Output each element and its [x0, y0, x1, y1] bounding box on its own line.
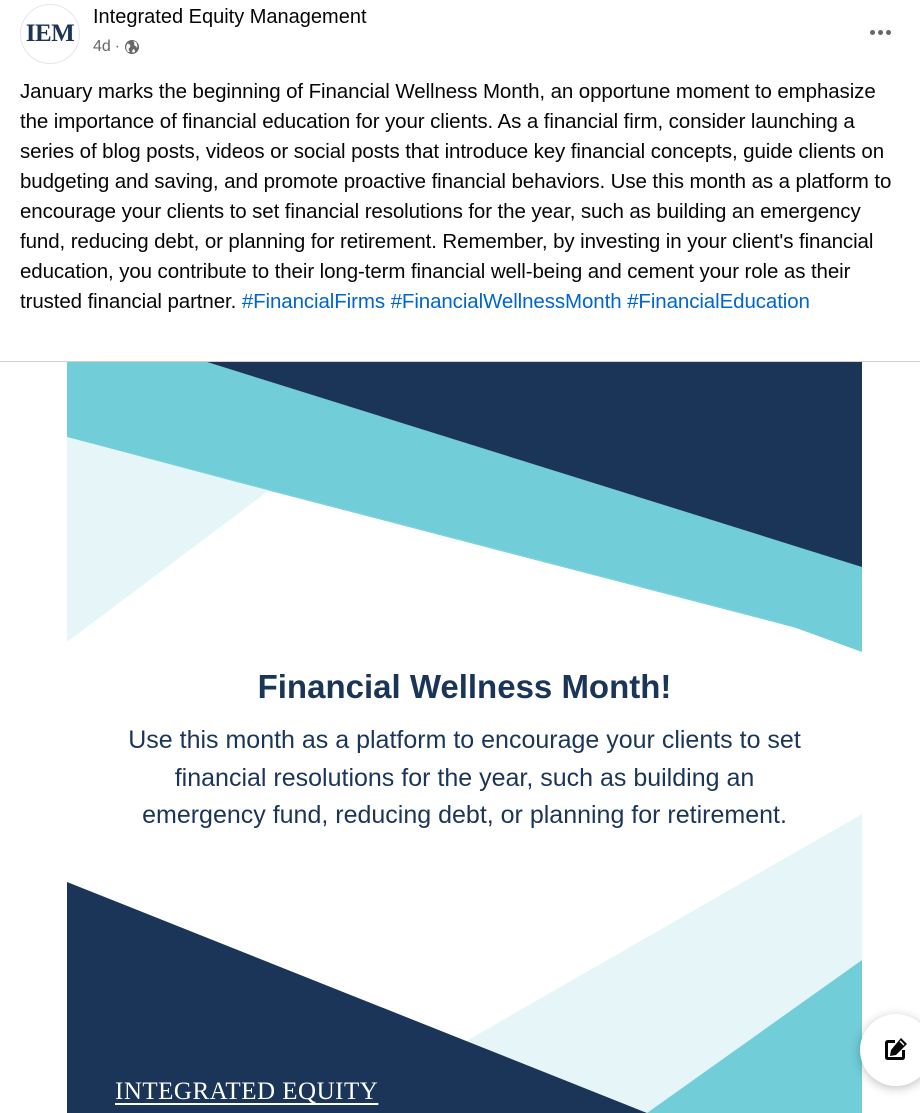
- avatar[interactable]: [20, 4, 80, 64]
- post-header: [0, 0, 920, 70]
- hashtag-financial-firms[interactable]: #FinancialFirms: [241, 290, 385, 313]
- more-horizontal-icon: [868, 30, 892, 35]
- globe-icon[interactable]: [124, 39, 140, 55]
- post-body: January marks the beginning of Financial Wellness Month, an opportune moment to emphasize the importance of financial education for your clients. As a financial firm, consider launching a series of blog posts, videos or social posts that introduce key financial concepts, guide clients on budgeting and saving, and promote proactive financial behaviors. Use this month as a platform to encourage your clients to set financial resolutions for the year, such as building an emergency fund, reducing debt, or planning for retirement. Remember, by investing in your client's financial education, you contribute to their long-term financial well-being and cement your role as their trusted financial partner.: [20, 80, 892, 313]
- more-options-button[interactable]: [862, 14, 898, 50]
- hashtag-financial-wellness-month[interactable]: #FinancialWellnessMonth: [390, 290, 622, 313]
- post-time[interactable]: 4d: [93, 38, 111, 55]
- avatar-logo: IEM: [25, 20, 75, 47]
- post-meta: [93, 38, 140, 56]
- image-title: Financial Wellness Month!: [257, 668, 672, 705]
- author-name[interactable]: Integrated Equity Management: [93, 6, 367, 28]
- compose-icon: [880, 1035, 910, 1065]
- image-body: Use this month as a platform to encourage your clients to set financial resolutions for the year, such as building an emergency fund, reducing debt, or planning for retirement.: [128, 726, 801, 829]
- post-image[interactable]: [67, 362, 862, 1113]
- post-text: [20, 77, 905, 317]
- compose-button[interactable]: [860, 1014, 920, 1086]
- meta-separator: ·: [114, 38, 121, 55]
- image-brand-logo: INTEGRATED EQUITY: [115, 1078, 379, 1105]
- hashtag-financial-education[interactable]: #FinancialEducation: [627, 290, 810, 313]
